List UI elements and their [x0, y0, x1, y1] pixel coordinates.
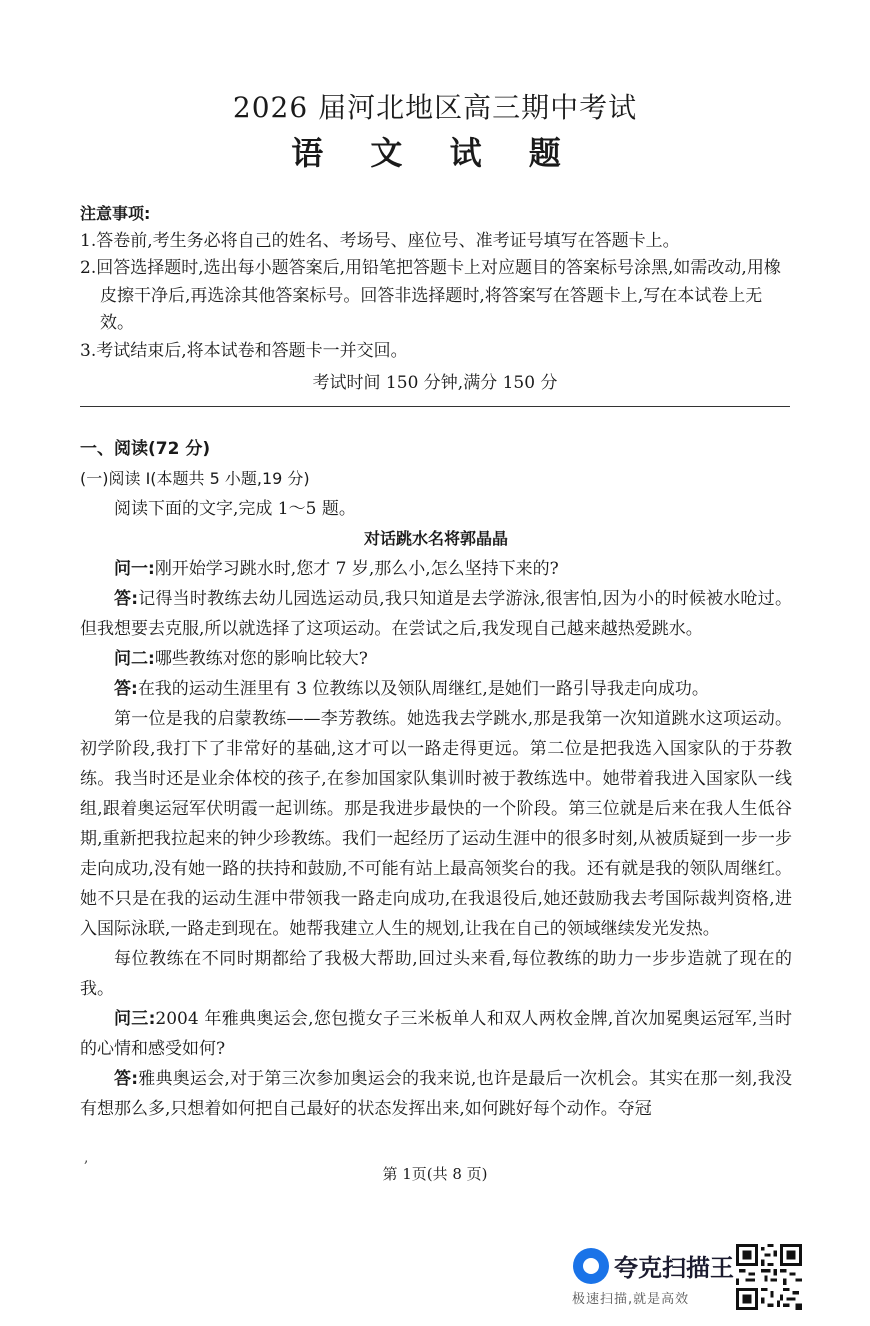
- page-number: 第 1页(共 8 页): [382, 1165, 488, 1183]
- answer-text: 在我的运动生涯里有 3 位教练以及领队周继红,是她们一路引导我走向成功。: [137, 679, 709, 699]
- instruction-text: 阅读下面的文字,完成 1～5 题。: [114, 499, 356, 519]
- answer-label: 答:: [114, 589, 139, 609]
- section-heading: 一、阅读(72 分): [80, 439, 211, 459]
- question-label: 问二:: [114, 649, 155, 669]
- notes-heading: 注意事项:: [80, 204, 151, 223]
- subject-title: 语 文 试 题: [291, 134, 579, 172]
- note-item-3: 3.考试结束后,将本试卷和答题卡一并交回。: [80, 340, 408, 361]
- subsection-heading: (一)阅读 I(本题共 5 小题,19 分): [80, 469, 310, 488]
- exam-time-info: 考试时间 150 分钟,满分 150 分: [312, 373, 558, 393]
- answer-text: 记得当时教练去幼儿园选运动员,我只知道是去学游泳,很害怕,因为小的时候被水呛过。但我想要去克服,所以就选择了这项运动。在尝试之后,我发现自己越来越热爱跳水。: [80, 589, 792, 639]
- answer-2: [80, 674, 792, 704]
- question-label: 问三:: [114, 1009, 156, 1029]
- answer-2-paragraph-1: 第一位是我的启蒙教练——李芳教练。她选我去学跳水,那是我第一次知道跳水这项运动。初学阶段,我打下了非常好的基础,这才可以一路走得更远。第二位是把我选入国家队的于芬教练。我当时还是业余体校的孩子,在参加国家队集训时被于教练选中。她带着我进入国家队一线组,跟着奥运冠军伏明霞一起训练。那是我进步最快的一个阶段。第三位就是后来在我人生低谷期,重新把我拉起来的钟少珍教练。我们一起经历了运动生涯中的很多时刻,从被质疑到一步一步走向成功,没有她一路的扶持和鼓励,不可能有站上最高领奖台的我。还有就是我的领队周继红。她不只是在我的运动生涯中带领我一路走向成功,在我退役后,她还鼓励我去考国际裁判资格,进入国际泳联,一路走到现在。她帮我建立人生的规划,让我在自己的领域继续发光发热。: [80, 709, 792, 939]
- answer-3: [80, 1064, 792, 1124]
- answer-label: 答:: [114, 1069, 139, 1089]
- divider-line: [80, 406, 790, 407]
- note-item-1: 1.答卷前,考生务必将自己的姓名、考场号、座位号、准考证号填写在答题卡上。: [80, 230, 680, 251]
- notes-section: [80, 200, 792, 365]
- scanner-slogan: 极速扫描,就是高效: [572, 1292, 690, 1307]
- question-1: [80, 554, 792, 584]
- scanner-logo-icon: [573, 1248, 609, 1284]
- answer-1: [80, 584, 792, 644]
- exam-title: 2026 届河北地区高三期中考试: [232, 91, 638, 124]
- question-text: 哪些教练对您的影响比较大?: [154, 649, 368, 669]
- question-2: [80, 644, 792, 674]
- question-text: 2004 年雅典奥运会,您包揽女子三米板单人和双人两枚金牌,首次加冕奥运冠军,当时的心情和感受如何?: [80, 1009, 792, 1059]
- answer-text: 雅典奥运会,对于第三次参加奥运会的我来说,也许是最后一次机会。其实在那一刻,我没有想那么多,只想着如何把自己最好的状态发挥出来,如何跳好每个动作。夺冠: [80, 1069, 792, 1119]
- article-title: 对话跳水名将郭晶晶: [363, 529, 508, 548]
- question-text: 刚开始学习跳水时,您才 7 岁,那么小,怎么坚持下来的?: [154, 559, 559, 579]
- stray-mark: ,: [84, 1150, 89, 1166]
- note-item-2: 2.回答选择题时,选出每小题答案后,用铅笔把答题卡上对应题目的答案标号涂黑,如需改动,用橡皮擦干净后,再选涂其他答案标号。回答非选择题时,将答案写在答题卡上,写在本试卷上无效。: [80, 258, 781, 333]
- qr-code-icon: [736, 1244, 802, 1310]
- scanner-watermark: [568, 1242, 734, 1312]
- answer-2-paragraph-2: 每位教练在不同时期都给了我极大帮助,回过头来看,每位教练的助力一步步造就了现在的我。: [80, 949, 792, 999]
- scanner-brand-name: 夸克扫描王: [614, 1254, 734, 1282]
- answer-label: 答:: [114, 679, 138, 699]
- question-label: 问一:: [114, 559, 155, 579]
- reading-content: [80, 434, 792, 1124]
- question-3: [80, 1004, 792, 1064]
